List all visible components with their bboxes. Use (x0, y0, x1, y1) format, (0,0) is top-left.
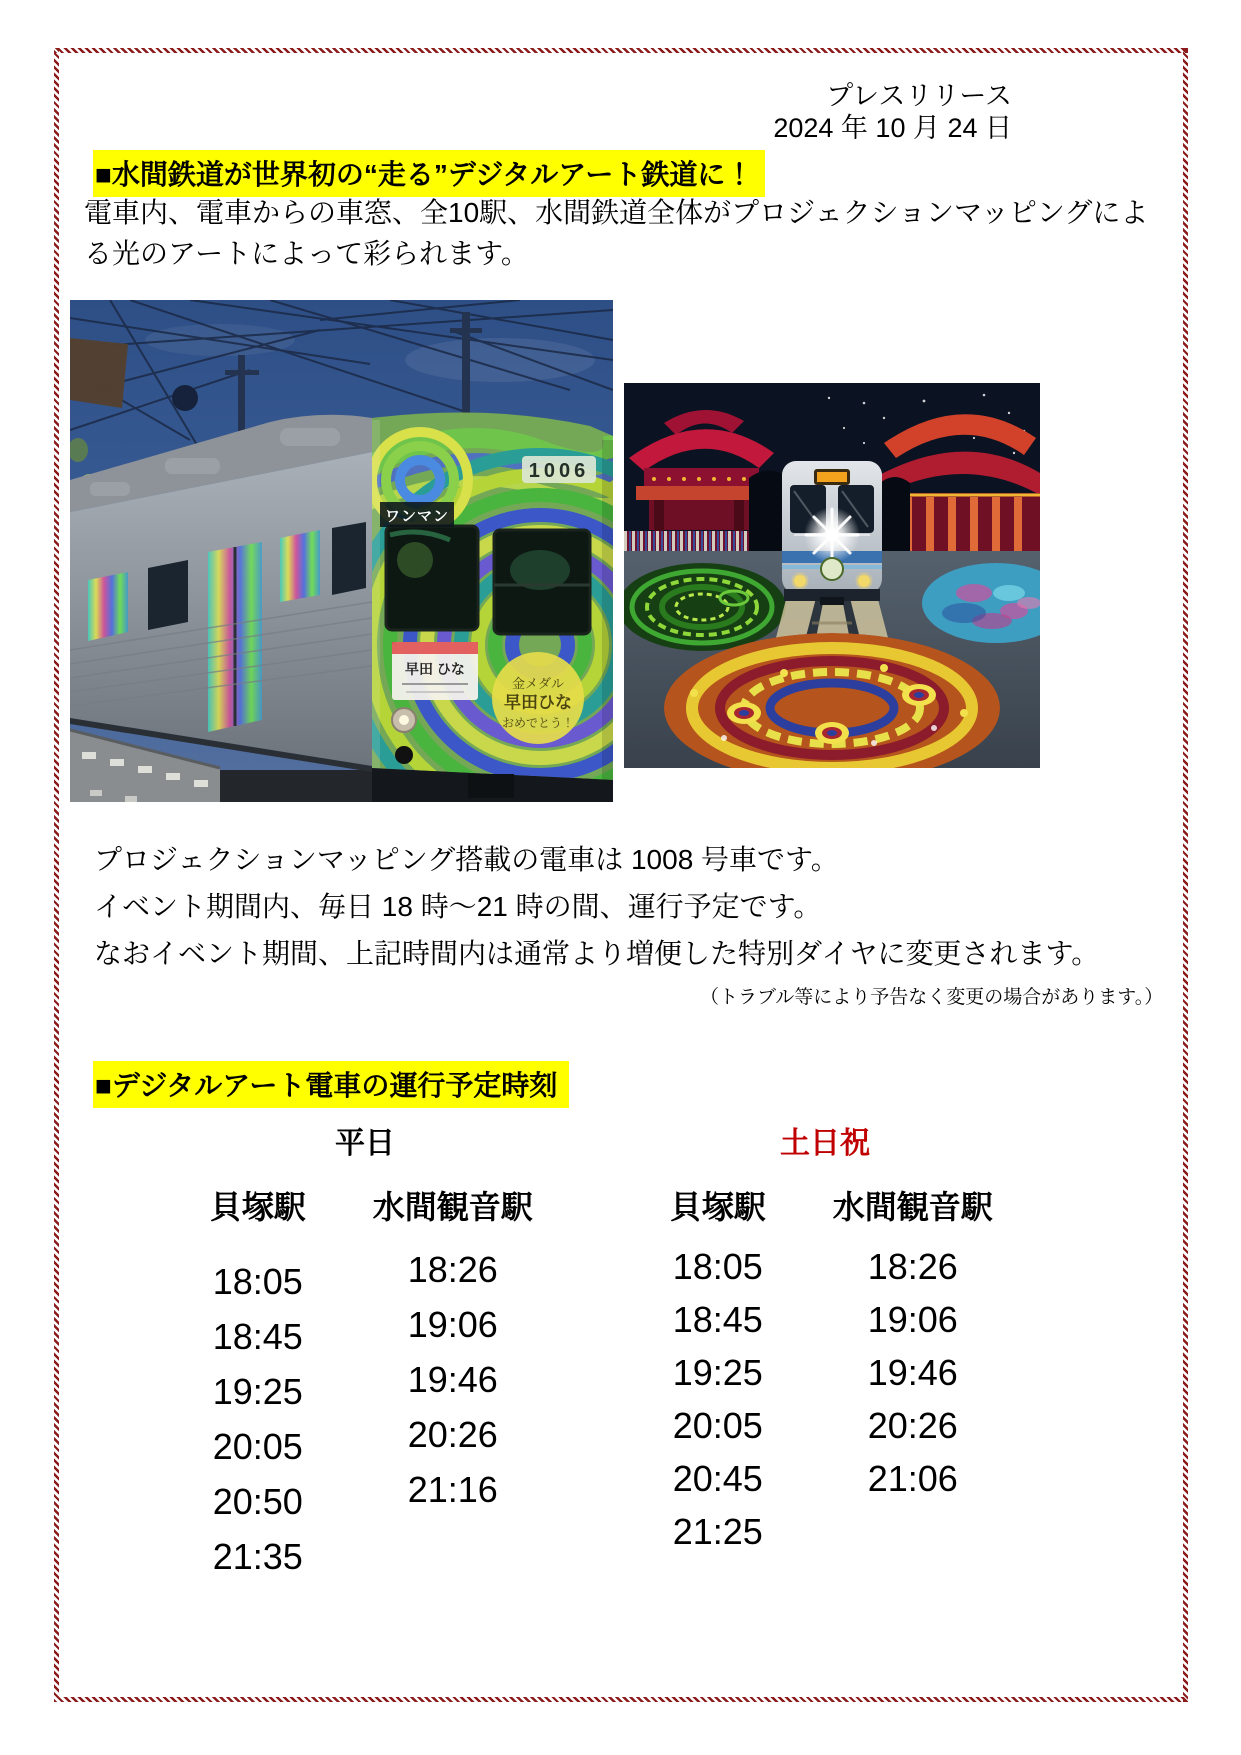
weekday-kaizuka-time: 21:35 (212, 1536, 303, 1577)
timetable-weekday-title: 平日 (335, 1127, 395, 1160)
timetable-holiday-col-kaizuka: 貝塚駅 (669, 1189, 766, 1225)
medal-sticker-line3: おめでとう！ (501, 716, 575, 730)
decorative-border-left (54, 48, 59, 1702)
weekday-kaizuka-time: 18:45 (212, 1316, 303, 1357)
medal-sticker-line2: 早田ひな (504, 693, 572, 712)
timetable-weekday-col-kaizuka: 貝塚駅 (209, 1189, 306, 1225)
kaleidoscope-rosette (815, 722, 849, 744)
projection-station-illustration (624, 383, 1040, 768)
operation-paragraph (94, 836, 1099, 977)
disclaimer-note: （トラブル等により予告なく変更の場合があります。） (700, 987, 1164, 1008)
weekday-kaizuka-time: 20:05 (212, 1426, 303, 1467)
timetable-weekday (170, 1118, 560, 1584)
operation-line-2: イベント期間内、毎日 18 時～21 時の間、運行予定です。 (94, 891, 822, 922)
press-release-date: 2024 年 10 月 24 日 (773, 113, 1012, 143)
operation-line-3: なおイベント期間、上記時間内は通常より増便した特別ダイヤに変更されます。 (94, 938, 1100, 969)
projection-circle-green (624, 563, 786, 651)
holiday-mizuma-time: 21:06 (867, 1458, 958, 1499)
train-side (70, 415, 372, 772)
holiday-kaizuka-time: 18:05 (672, 1246, 763, 1287)
photo-projection-station-night (624, 383, 1040, 768)
weekday-mizuma-time: 18:26 (407, 1249, 498, 1290)
timetable-holiday-col-mizuma: 水間観音駅 (832, 1189, 993, 1225)
weekday-mizuma-time: 20:26 (407, 1414, 498, 1455)
weekday-mizuma-time: 21:16 (407, 1469, 498, 1510)
holiday-kaizuka-time: 21:25 (672, 1511, 763, 1552)
decorative-border-top (54, 48, 1188, 53)
holiday-kaizuka-time: 18:45 (672, 1299, 763, 1340)
decorative-border-bottom (54, 1697, 1188, 1702)
train-number-label: 1006 (528, 460, 590, 482)
oneman-sign-label: ワンマン (384, 508, 450, 525)
holiday-kaizuka-time: 20:05 (672, 1405, 763, 1446)
holiday-kaizuka-time: 19:25 (672, 1352, 763, 1393)
tree-silhouette-right (880, 477, 910, 558)
weekday-kaizuka-time: 20:50 (212, 1481, 303, 1522)
timetable-weekday-col-mizuma: 水間観音駅 (372, 1189, 533, 1225)
headline-digital-art-railway: ■水間鉄道が世界初の“走る”デジタルアート鉄道に！ (93, 150, 765, 197)
holiday-mizuma-time: 19:06 (867, 1299, 958, 1340)
poster-name-label: 早田 ひな (405, 661, 465, 677)
photo-art-train-exterior (70, 300, 613, 802)
timetable-heading: ■デジタルアート電車の運行予定時刻 (93, 1061, 569, 1108)
press-release-meta (773, 80, 1012, 144)
weekday-mizuma-time: 19:46 (407, 1359, 498, 1400)
weekday-mizuma-time: 19:06 (407, 1304, 498, 1345)
intro-line-1: 電車内、電車からの車窓、全10駅、水間鉄道全体がプロジェクションマッピングによ (84, 197, 1149, 228)
art-train-illustration (70, 300, 613, 802)
decorative-border-right (1183, 48, 1188, 1702)
holiday-mizuma-time: 19:46 (867, 1352, 958, 1393)
headmark (821, 558, 843, 580)
holiday-mizuma-time: 20:26 (867, 1405, 958, 1446)
kaleidoscope-rosette (727, 702, 761, 724)
operation-line-1: プロジェクションマッピング搭載の電車は 1008 号車です。 (94, 844, 839, 875)
holiday-mizuma-time: 18:26 (867, 1246, 958, 1287)
intro-paragraph (84, 192, 1148, 274)
weekday-kaizuka-time: 19:25 (212, 1371, 303, 1412)
kaleidoscope-rosette (902, 684, 936, 706)
train-front (782, 461, 882, 605)
holiday-kaizuka-time: 20:45 (672, 1458, 763, 1499)
train-front-projection (350, 413, 613, 802)
timetable-holiday (630, 1118, 1020, 1558)
intro-line-2: る光のアートによって彩られます。 (84, 238, 529, 269)
weekday-kaizuka-time: 18:05 (212, 1261, 303, 1302)
press-release-label: プレスリリース (826, 81, 1012, 111)
medal-sticker-line1: 金メダル (511, 676, 565, 691)
timetable-holiday-title: 土日祝 (780, 1127, 870, 1160)
